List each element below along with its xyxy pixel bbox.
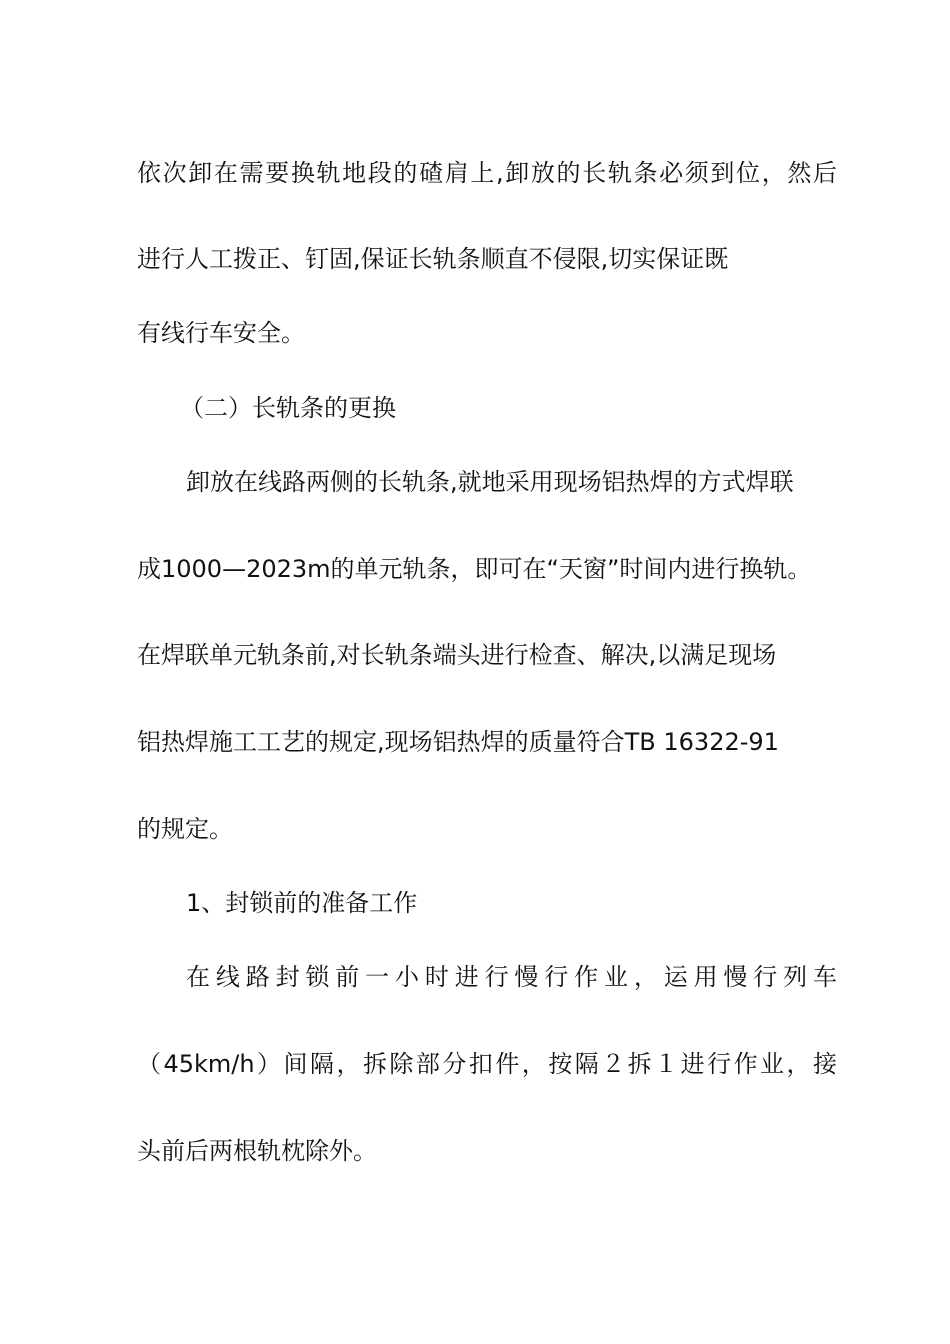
paragraph-line-4: 卸放在线路两侧的长轨条,就地采用现场铝热焊的方式焊联 [186,468,794,496]
paragraph-line-5: 成1000—2023m的单元轨条，即可在“天窗”时间内进行换轨。 [137,555,812,583]
paragraph-line-6: 在焊联单元轨条前,对长轨条端头进行检查、解决,以满足现场 [137,641,777,669]
paragraph-line-11: 头前后两根轨枕除外。 [137,1137,377,1165]
paragraph-line-3: 有线行车安全。 [137,319,305,347]
paragraph-line-2: 进行人工拨正、钉固,保证长轨条顺直不侵限,切实保证既 [137,245,729,273]
paragraph-line-7: 铝热焊施工工艺的规定,现场铝热焊的质量符合TB 16322-91 [137,728,779,756]
paragraph-line-10: （45km/h）间隔，拆除部分扣件，按隔２拆１进行作业，接 [137,1050,837,1078]
section-heading: （二）长轨条的更换 [180,394,396,422]
paragraph-line-8: 的规定。 [137,815,233,843]
subsection-heading: 1、封锁前的准备工作 [186,889,418,917]
paragraph-line-9: 在线路封锁前一小时进行慢行作业，运用慢行列车 [186,963,837,991]
paragraph-line-1: 依次卸在需要换轨地段的碴肩上,卸放的长轨条必须到位，然后 [137,159,837,187]
